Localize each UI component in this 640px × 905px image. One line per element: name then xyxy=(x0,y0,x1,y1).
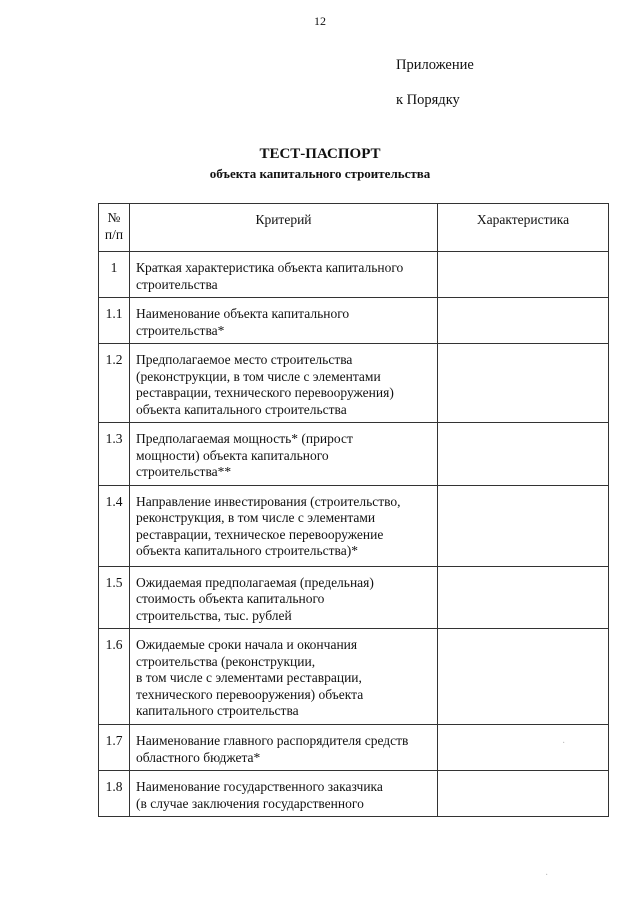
row-number: 1 xyxy=(99,252,130,298)
table-row xyxy=(99,485,609,566)
row-criterion: Наименование главного распорядителя средств областного бюджета* xyxy=(130,725,438,771)
page-number: 12 xyxy=(314,14,326,28)
document-subtitle: объекта капитального строительства xyxy=(209,166,431,181)
header-number: № п/п xyxy=(99,204,130,252)
scan-artifact: · xyxy=(562,738,566,749)
passport-table xyxy=(98,203,609,817)
row-criterion: Предполагаемое место строительства (реконструкции, в том числе с элементами реставрации, технического перевооружения) объекта капитального строительства xyxy=(130,344,438,423)
table-row xyxy=(99,566,609,629)
row-number: 1.2 xyxy=(99,344,130,423)
row-number: 1.6 xyxy=(99,629,130,725)
row-number: 1.1 xyxy=(99,298,130,344)
row-characteristic[interactable] xyxy=(438,485,609,566)
row-criterion: Краткая характеристика объекта капитального строительства xyxy=(130,252,438,298)
document-title: ТЕСТ-ПАСПОРТ xyxy=(259,146,381,162)
appendix-label: Приложение xyxy=(396,57,474,73)
row-criterion: Наименование объекта капитального строительства* xyxy=(130,298,438,344)
row-characteristic[interactable] xyxy=(438,298,609,344)
scan-artifact: · xyxy=(545,870,549,881)
row-characteristic[interactable] xyxy=(438,423,609,486)
row-number: 1.3 xyxy=(99,423,130,486)
table-row xyxy=(99,344,609,423)
row-characteristic[interactable] xyxy=(438,252,609,298)
row-characteristic[interactable] xyxy=(438,566,609,629)
row-characteristic[interactable] xyxy=(438,725,609,771)
table-row xyxy=(99,298,609,344)
row-number: 1.7 xyxy=(99,725,130,771)
row-characteristic[interactable] xyxy=(438,771,609,817)
row-number: 1.5 xyxy=(99,566,130,629)
row-criterion: Ожидаемые сроки начала и окончания строительства (реконструкции, в том числе с элементами реставрации, технического перевооружения) объекта капитального строительства xyxy=(130,629,438,725)
table-row xyxy=(99,252,609,298)
table-row xyxy=(99,629,609,725)
row-characteristic[interactable] xyxy=(438,629,609,725)
row-number: 1.8 xyxy=(99,771,130,817)
table-row xyxy=(99,771,609,817)
header-characteristic: Характеристика xyxy=(438,204,609,252)
row-number: 1.4 xyxy=(99,485,130,566)
appendix-reference: к Порядку xyxy=(396,92,460,108)
table-row xyxy=(99,423,609,486)
row-criterion: Ожидаемая предполагаемая (предельная) стоимость объекта капитального строительства, тыс. рублей xyxy=(130,566,438,629)
header-criterion: Критерий xyxy=(130,204,438,252)
row-criterion: Направление инвестирования (строительство, реконструкция, в том числе с элементами реставрации, техническое перевооружение объекта капитального строительства)* xyxy=(130,485,438,566)
row-criterion: Предполагаемая мощность* (прирост мощности) объекта капитального строительства** xyxy=(130,423,438,486)
table-header-row xyxy=(99,204,609,252)
table-row xyxy=(99,725,609,771)
row-criterion: Наименование государственного заказчика (в случае заключения государственного xyxy=(130,771,438,817)
row-characteristic[interactable] xyxy=(438,344,609,423)
